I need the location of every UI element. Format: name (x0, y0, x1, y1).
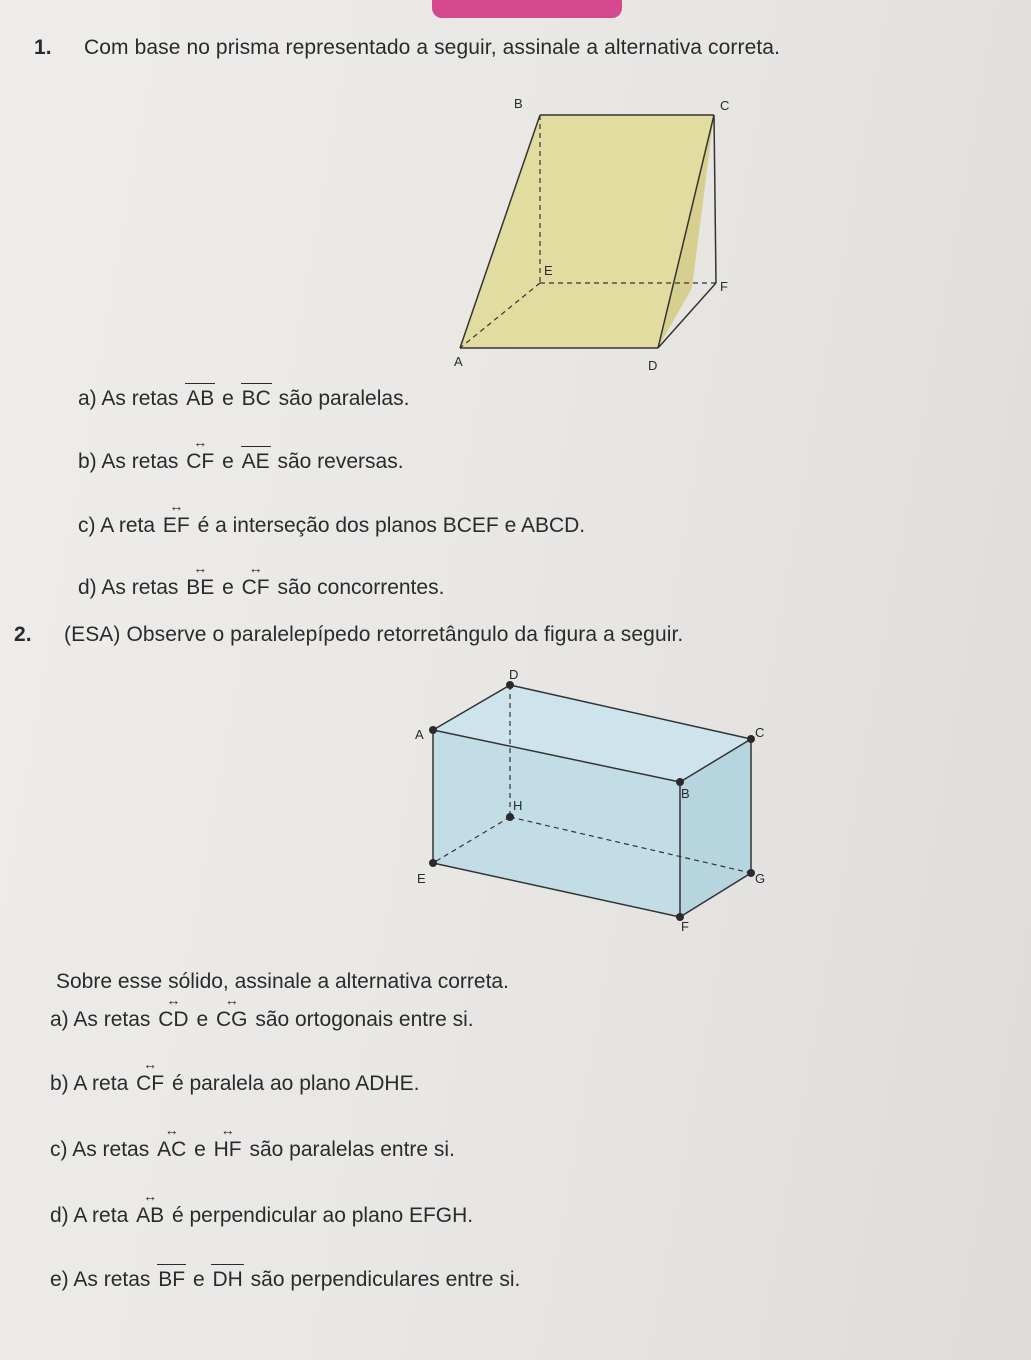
q2-option-e-vec2: DH (212, 1268, 243, 1291)
q2-label-F: F (681, 919, 689, 934)
q2-option-d-vec1: AB ↔ (134, 1204, 166, 1228)
q2-option-c-vec1: AC ↔ (155, 1138, 188, 1162)
q2-option-e[interactable] (50, 1268, 520, 1292)
q1-label-A: A (454, 354, 463, 369)
q1-label-C: C (720, 98, 730, 113)
q1-label-D: D (648, 358, 658, 373)
q2-option-a-post: são ortogonais entre si. (255, 1008, 474, 1031)
q1-label-E: E (544, 263, 553, 278)
q1-option-c-post: é a interseção dos planos BCEF e ABCD. (197, 514, 586, 537)
q1-option-b-post: são reversas. (277, 450, 404, 473)
q1-label-B: B (514, 96, 523, 111)
q2-prompt: (ESA) Observe o paralelepípedo retorretângulo da figura a seguir. (64, 623, 684, 646)
q1-option-b-vec1: CF ↔ (184, 450, 216, 474)
q1-option-c-pre: A reta (100, 514, 156, 537)
q1-option-d-letter: d) (78, 576, 97, 599)
q2-option-c-mid: e (194, 1138, 206, 1161)
q1-option-d-post: são concorrentes. (277, 576, 445, 599)
q2-option-a-vec2: CG ↔ (214, 1008, 250, 1032)
q1-option-d-mid: e (222, 576, 234, 599)
q1-title (34, 36, 780, 60)
q2-label-D: D (509, 667, 519, 682)
q2-option-b-letter: b) (50, 1072, 69, 1095)
q1-option-a-post: são paralelas. (278, 387, 410, 410)
q2-option-b-vec1: CF ↔ (134, 1072, 166, 1096)
q1-option-b-letter: b) (78, 450, 97, 473)
q1-option-b-vec2: AE (241, 450, 270, 473)
q1-option-a-letter: a) (78, 387, 97, 410)
q2-option-e-letter: e) (50, 1268, 69, 1291)
q1-option-c[interactable] (78, 514, 585, 538)
q2-option-e-post: são perpendiculares entre si. (250, 1268, 521, 1291)
q1-option-a-mid: e (222, 387, 234, 410)
q2-label-H: H (513, 798, 523, 813)
q1-option-a-vec1: AB (186, 387, 215, 410)
q2-label-C: C (755, 725, 765, 740)
q1-option-d-vec2: CF ↔ (240, 576, 272, 600)
q2-option-d-post: é perpendicular ao plano EFGH. (171, 1204, 474, 1227)
q1-option-b-mid: e (222, 450, 234, 473)
q2-option-a-pre: As retas (73, 1008, 151, 1031)
q1-option-d-pre: As retas (101, 576, 179, 599)
q1-option-c-vec1: EF ↔ (161, 514, 192, 538)
q2-option-b-post: é paralela ao plano ADHE. (171, 1072, 420, 1095)
q2-option-d-letter: d) (50, 1204, 69, 1227)
q2-option-d[interactable] (50, 1204, 473, 1228)
q2-option-c-post: são paralelas entre si. (249, 1138, 455, 1161)
q2-option-c-vec2: HF ↔ (212, 1138, 244, 1162)
q2-number: 2. (14, 623, 32, 646)
q1-option-c-letter: c) (78, 514, 96, 537)
q1-option-b[interactable] (78, 450, 404, 474)
q1-number: 1. (34, 36, 52, 59)
q2-option-a-mid: e (196, 1008, 209, 1031)
q2-option-a-vec1: CD ↔ (156, 1008, 190, 1032)
q2-title (14, 623, 683, 647)
q2-box-figure (405, 665, 785, 945)
q2-option-b[interactable] (50, 1072, 419, 1096)
q1-label-F: F (720, 279, 728, 294)
q2-label-G: G (755, 871, 766, 886)
q2-label-A: A (415, 727, 424, 742)
q2-option-b-pre: A reta (73, 1072, 129, 1095)
q2-option-e-pre: As retas (73, 1268, 151, 1291)
page-tab-decoration (432, 0, 622, 18)
q1-option-d-vec1: BE ↔ (184, 576, 216, 600)
q1-option-a-vec2: BC (241, 387, 271, 410)
q2-option-d-pre: A reta (73, 1204, 129, 1227)
q2-option-c-pre: As retas (72, 1138, 150, 1161)
q1-option-a[interactable] (78, 387, 409, 411)
q1-option-a-pre: As retas (101, 387, 179, 410)
q2-option-c[interactable] (50, 1138, 455, 1162)
q2-option-c-letter: c) (50, 1138, 68, 1161)
q1-prompt: Com base no prisma representado a seguir, assinale a alternativa correta. (84, 36, 781, 59)
q1-option-d[interactable] (78, 576, 444, 600)
q2-instruction: Sobre esse sólido, assinale a alternativa correta. (56, 970, 509, 993)
q1-prism-figure (440, 88, 740, 378)
q2-label-E: E (417, 871, 426, 886)
q2-label-B: B (681, 786, 690, 801)
q2-option-a-letter: a) (50, 1008, 69, 1031)
q2-option-e-vec1: BF (158, 1268, 186, 1291)
q2-option-a[interactable] (50, 1008, 474, 1032)
q1-option-b-pre: As retas (101, 450, 179, 473)
q2-option-e-mid: e (192, 1268, 205, 1291)
